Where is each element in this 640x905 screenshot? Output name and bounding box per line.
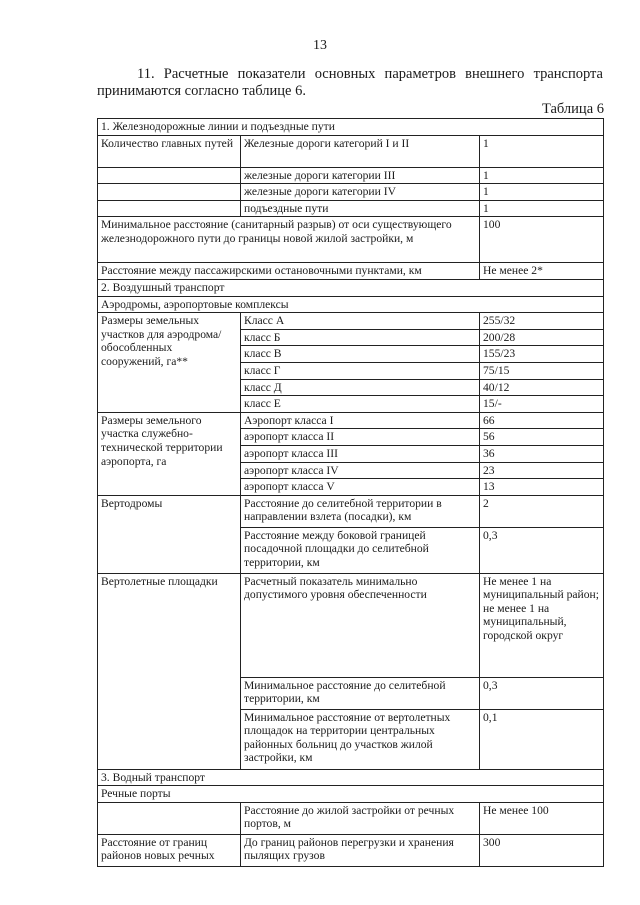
table-cell: класс В (241, 346, 480, 363)
table-cell: класс Г (241, 362, 480, 379)
table-cell: аэропорт класса IV (241, 462, 480, 479)
table-cell: класс Е (241, 396, 480, 413)
table-cell: 13 (480, 479, 604, 496)
table-cell: 23 (480, 462, 604, 479)
table-row (98, 834, 604, 866)
table-cell: 200/28 (480, 329, 604, 346)
table-cell: 1 (480, 184, 604, 201)
table-row (98, 167, 604, 184)
table-cell: Вертолетные площадки (98, 573, 241, 769)
table-cell (98, 167, 241, 184)
table-cell: Расстояние до жилой застройки от речных портов, м (241, 802, 480, 834)
table-cell: 155/23 (480, 346, 604, 363)
page-number: 13 (313, 38, 327, 53)
table-cell: класс Б (241, 329, 480, 346)
table-row (98, 135, 604, 167)
table-row (98, 119, 604, 136)
table-row (98, 200, 604, 217)
table-cell: 56 (480, 429, 604, 446)
table-row (98, 263, 604, 280)
table-row (98, 313, 604, 330)
table-cell: аэропорт класса II (241, 429, 480, 446)
table-row (98, 769, 604, 786)
table-row (98, 184, 604, 201)
subsection-heading: Аэродромы, аэропортовые комплексы (98, 296, 604, 313)
table-cell: Расстояние между боковой границей посадочной площадки до селитебной территории, км (241, 527, 480, 573)
table-cell: класс Д (241, 379, 480, 396)
table-row (98, 573, 604, 677)
section-heading: 3. Водный транспорт (98, 769, 604, 786)
table-cell: Размеры земельного участка служебно-технической территории аэропорта, га (98, 412, 241, 495)
table-cell: 0,3 (480, 527, 604, 573)
table-cell: аэропорт класса III (241, 445, 480, 462)
section-heading: 1. Железнодорожные линии и подъездные пути (98, 119, 604, 136)
table-row (98, 296, 604, 313)
table-cell: 300 (480, 834, 604, 866)
table-cell: 255/32 (480, 313, 604, 330)
table-cell (98, 184, 241, 201)
table-cell: 100 (480, 217, 604, 263)
table-cell: Класс А (241, 313, 480, 330)
table-cell: Железные дороги категорий I и II (241, 135, 480, 167)
table-cell: Минимальное расстояние от вертолетных площадок на территории центральных районных больниц до участков жилой застройки, км (241, 709, 480, 769)
table-caption: Таблица 6 (541, 101, 604, 117)
table-row (98, 495, 604, 527)
transport-table (97, 118, 604, 867)
table-cell (98, 802, 241, 834)
table-cell: 1 (480, 135, 604, 167)
table-cell: Размеры земельных участков для аэродрома/ обособленных сооружений, га** (98, 313, 241, 413)
intro-line-2: принимаются согласно таблице 6. (97, 83, 306, 99)
table-cell: Расстояние между пассажирскими остановочными пунктами, км (98, 263, 480, 280)
table-row (98, 217, 604, 263)
table-cell: 75/15 (480, 362, 604, 379)
table-cell: подъездные пути (241, 200, 480, 217)
table-cell: железные дороги категории III (241, 167, 480, 184)
table-cell: 15/- (480, 396, 604, 413)
table-cell: Минимальное расстояние (санитарный разрыв) от оси существующего железнодорожного пути до границы новой жилой застройки, м (98, 217, 480, 263)
table-cell: 66 (480, 412, 604, 429)
intro-paragraph (97, 66, 603, 100)
table-cell: Минимальное расстояние до селитебной территории, км (241, 677, 480, 709)
table-cell: железные дороги категории IV (241, 184, 480, 201)
table-cell: 36 (480, 445, 604, 462)
table-cell (98, 200, 241, 217)
table-cell: 2 (480, 495, 604, 527)
table-row (98, 279, 604, 296)
table-row (98, 412, 604, 429)
table-cell: 40/12 (480, 379, 604, 396)
table-row (98, 802, 604, 834)
table-cell: 0,3 (480, 677, 604, 709)
section-heading: 2. Воздушный транспорт (98, 279, 604, 296)
table-cell: Не менее 2* (480, 263, 604, 280)
table-cell: Не менее 1 на муниципальный район; не менее 1 на муниципальный, городской округ (480, 573, 604, 677)
intro-line-1: 11. Расчетные показатели основных параметров внешнего транспорта (137, 66, 603, 82)
table-cell: Вертодромы (98, 495, 241, 573)
table-cell: Расстояние до селитебной территории в направлении взлета (посадки), км (241, 495, 480, 527)
table-cell: Аэропорт класса I (241, 412, 480, 429)
table-cell: 1 (480, 200, 604, 217)
table-row (98, 786, 604, 803)
table-cell: Расчетный показатель минимально допустимого уровня обеспеченности (241, 573, 480, 677)
subsection-heading: Речные порты (98, 786, 604, 803)
table-cell: 1 (480, 167, 604, 184)
table-cell: 0,1 (480, 709, 604, 769)
table-cell: Не менее 100 (480, 802, 604, 834)
table-cell: Расстояние от границ районов новых речных (98, 834, 241, 866)
table-cell: Количество главных путей (98, 135, 241, 167)
table-cell: аэропорт класса V (241, 479, 480, 496)
table-cell: До границ районов перегрузки и хранения пылящих грузов (241, 834, 480, 866)
